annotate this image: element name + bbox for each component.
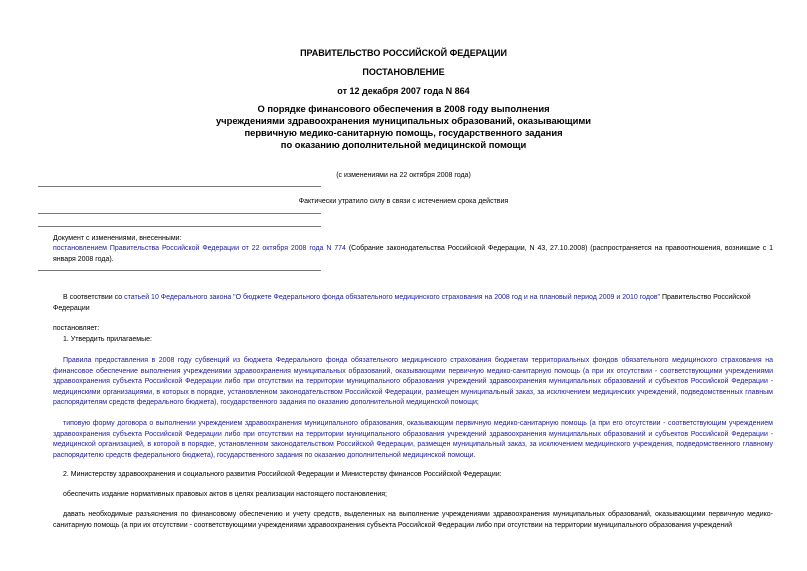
changes-paragraph [53, 244, 773, 265]
rules-link[interactable]: Правила предоставления в 2008 году субвенций из бюджета Федерального фонда обязательного медицинского страхования бюджетам территориальных фондов обязательного медицинского страхования на финансовое обеспечение выполнения учреждениями здравоохранения муниципальных образований, оказывающими первичную медико-санитарную помощь (а при их отсутствии - соответствующими учреждениями здравоохранения субъекта Российской Федерации либо при отсутствии на территории муниципального образования учреждений здравоохранения муниципальных образований и субъектов Российской Федерации - медицинскими организациями, в которых в порядке, установленном законодательством Российской Федерации, размещен муниципальный заказ, за исключением медицинских учреждений, подведомственных главным распорядителям средств федерального бюджета), государственного задания по оказанию дополнительной медицинской помощи [53, 357, 773, 407]
status-note: Фактически утратило силу в связи с истечением срока действия [298, 198, 509, 205]
document-type: ПОСТАНОВЛЕНИЕ [362, 67, 445, 77]
divider [38, 186, 321, 187]
preamble-end: Правительство Российской Федерации [53, 294, 751, 312]
contract-form-link[interactable]: типовую форму договора о выполнении учреждением здравоохранения муниципального образования, оказывающим первичную медико-санитарную помощь (а при его отсутствии - соответствующим учреждением здравоохранения субъекта Российской Федерации либо при отсутствии на территории муниципального образования учреждений здравоохранения муниципальных образований и субъектов Российской Федерации - медицинской организацией, в которой в порядке, установленном законодательством Российской Федерации, размещен муниципальный заказ, за исключением медицинского учреждения, подведомственного главному распорядителю средств федерального бюджета), государственного задания по оказанию дополнительной медицинской помощи [53, 420, 773, 459]
preamble [53, 293, 773, 314]
item-1: 1. Утвердить прилагаемые: [63, 336, 152, 343]
decree-word: постановляет: [53, 325, 100, 332]
item-2: 2. Министерству здравоохранения и социального развития Российской Федерации и Министерству финансов Российской Федерации: [63, 471, 502, 478]
item-2a: обеспечить издание нормативных правовых актов в целях реализации настоящего постановления; [63, 491, 387, 498]
date-and-number: от 12 декабря 2007 года N 864 [337, 86, 470, 96]
preamble-start: В соответствии со [63, 294, 125, 301]
title-line: по оказанию дополнительной медицинской помощи [280, 139, 527, 150]
title-line: учреждениями здравоохранения муниципальных образований, оказывающими [215, 115, 592, 126]
rules-paragraph [53, 356, 773, 409]
amending-decree-link[interactable]: постановлением Правительства Российской Федерации от 22 октября 2008 года N 774 [53, 245, 346, 252]
contract-tail: . [473, 451, 476, 459]
changes-intro: Документ с изменениями, внесенными: [53, 235, 182, 242]
divider [38, 213, 321, 214]
item-2b: давать необходимые разъяснения по финансовому обеспечению и учету средств, выделенных на выполнение учреждениями здравоохранения муниципальных образований, оказывающими первичную медико-санитарную помощь (а при их отсутствии - соответствующими учреждениями здравоохранения субъекта Российской Федерации либо при отсутствии на территории муниципального образования учреждений [53, 511, 773, 529]
title-line: первичную медико-санитарную помощь, государственного задания [244, 127, 563, 138]
title-line: О порядке финансового обеспечения в 2008 году выполнения [257, 103, 550, 114]
contract-paragraph [53, 419, 773, 461]
rules-tail: ; [476, 399, 479, 407]
government-heading: ПРАВИТЕЛЬСТВО РОССИЙСКОЙ ФЕДЕРАЦИИ [300, 48, 507, 58]
changes-text: (Собрание законодательства Российской Федерации, N 43, 27.10.2008) (распространяется на правоотношения, возникшие с 1 января 2008 года). [53, 245, 774, 263]
federal-law-link[interactable]: статьей 10 Федерального закона "О бюджете Федерального фонда обязательного медицинского страхования на 2008 год и на плановый период 2009 и 2010 годов" [124, 294, 661, 301]
document-title [150, 103, 657, 151]
amendment-note: (с изменениями на 22 октября 2008 года) [336, 172, 471, 179]
divider [38, 226, 321, 227]
divider [38, 270, 321, 271]
